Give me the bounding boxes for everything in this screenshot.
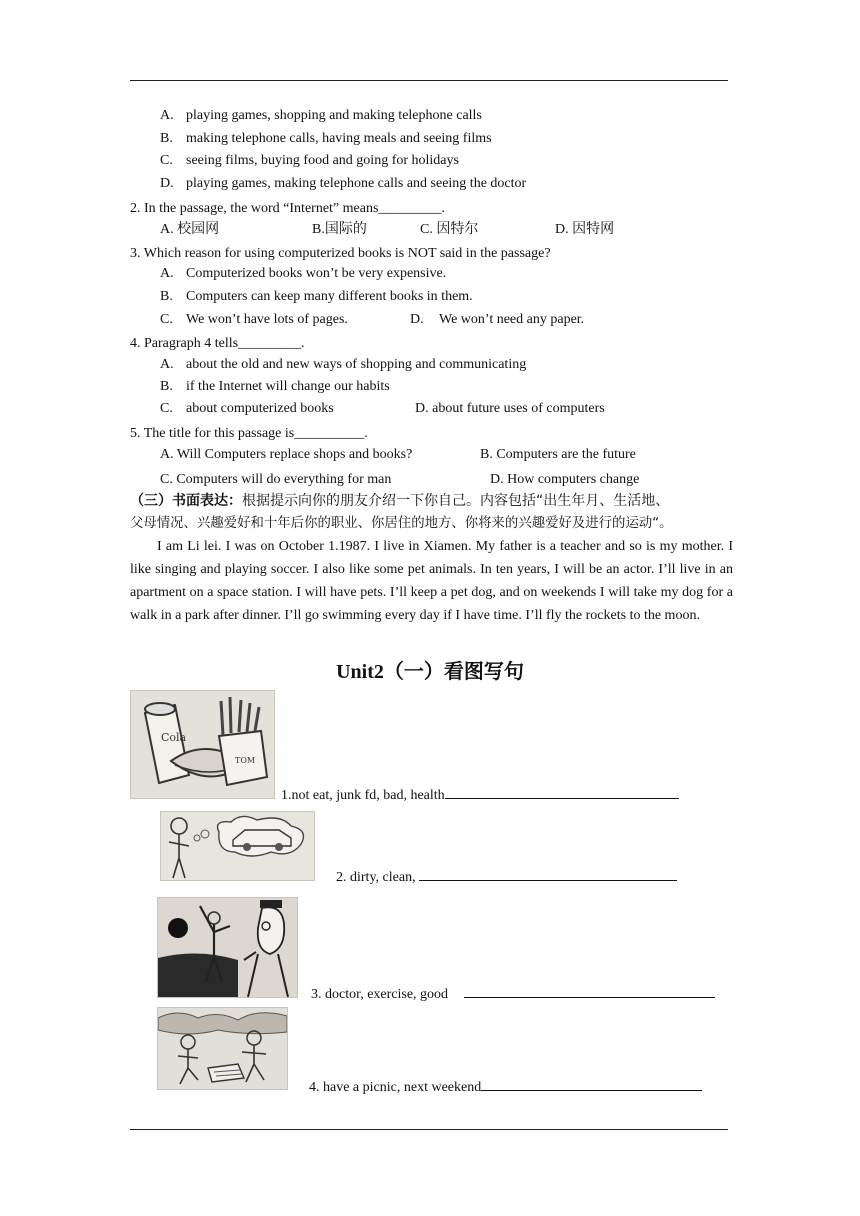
answer-blank-2[interactable] [419,867,677,881]
svg-text:Cola: Cola [161,731,187,744]
answer-blank-4[interactable] [481,1077,702,1091]
q2-stem: 2. In the passage, the word “Internet” means_________. [130,201,445,216]
header-rule [130,80,728,81]
answer-blank-1[interactable] [445,785,679,799]
writing-heading: （三）书面表达： [130,493,242,509]
q4-option-c: C. about computerized books [160,401,334,416]
q5-option-c: C. Computers will do everything for man [160,472,392,487]
q4-option-d: D. about future uses of computers [415,401,605,416]
q1-option-a: A. playing games, shopping and making telephone calls [160,108,482,123]
unit-title: Unit2（一）看图写句 [336,661,524,683]
writing-essay: I am Li lei. I was on October 1.1987. I live in Xiamen. My father is a teacher and so is my mother. I like singing and playing soccer. I also like some pet animals. In ten years, I will be an actor. I’ll live in an apartment on a space station. I will have pets. I’ll keep a pet dog, and on weekends I will take my dog for a walk in a park after dinner. I’ll go swimming every day if I have time. I’ll fly the rockets to the moon. [130,539,733,623]
q5-stem: 5. The title for this passage is__________. [130,426,368,441]
junk-food-picture [130,690,275,799]
q1-option-d: D. playing games, making telephone calls and seeing the doctor [160,176,527,191]
q3-option-c: C. We won’t have lots of pages. [160,312,348,327]
q2-option-a: A. 校园网 [160,222,220,237]
writing-prompt-line1: （三）书面表达：根据提示向你的朋友介绍一下你自己。内容包括“出生年月、生活地、 [130,493,670,509]
q4-option-b: B. if the Internet will change our habits [160,379,390,394]
picnic-picture [157,1007,288,1090]
writing-prompt-line2: 父母情况、兴趣爱好和十年后你的职业、你居住的地方、你将来的兴趣爱好及进行的运动“。 [130,516,673,531]
item-3: 3. doctor, exercise, good [311,984,715,1004]
dirty-clean-picture [160,811,315,881]
q4-stem: 4. Paragraph 4 tells_________. [130,336,305,351]
item-4: 4. have a picnic, next weekend [309,1077,702,1097]
q5-option-a: A. Will Computers replace shops and books? [160,447,413,462]
q1-option-b: B. making telephone calls, having meals and seeing films [160,131,492,146]
q4-option-a: A. about the old and new ways of shopping and communicating [160,357,527,372]
q5-option-b: B. Computers are the future [480,447,636,462]
q2-option-d: D. 因特网 [555,222,615,237]
footer-rule [130,1129,728,1130]
q5-option-d: D. How computers change [490,472,640,487]
q3-stem: 3. Which reason for using computerized books is NOT said in the passage? [130,246,551,261]
item-1: 1.not eat, junk fd, bad, health [281,785,679,805]
answer-blank-3[interactable] [464,984,715,998]
item-2: 2. dirty, clean, [336,867,677,887]
q2-option-c: C. 因特尔 [420,222,479,237]
q3-option-d: D. We won’t need any paper. [410,312,585,327]
q1-option-c: C. seeing films, buying food and going for holidays [160,153,459,168]
q3-option-b: B. Computers can keep many different books in them. [160,289,473,304]
svg-text:TOM: TOM [235,756,256,765]
q3-option-a: A. Computerized books won’t be very expensive. [160,266,447,281]
doctor-exercise-picture [157,897,298,998]
q2-option-b: B.国际的 [312,222,367,237]
